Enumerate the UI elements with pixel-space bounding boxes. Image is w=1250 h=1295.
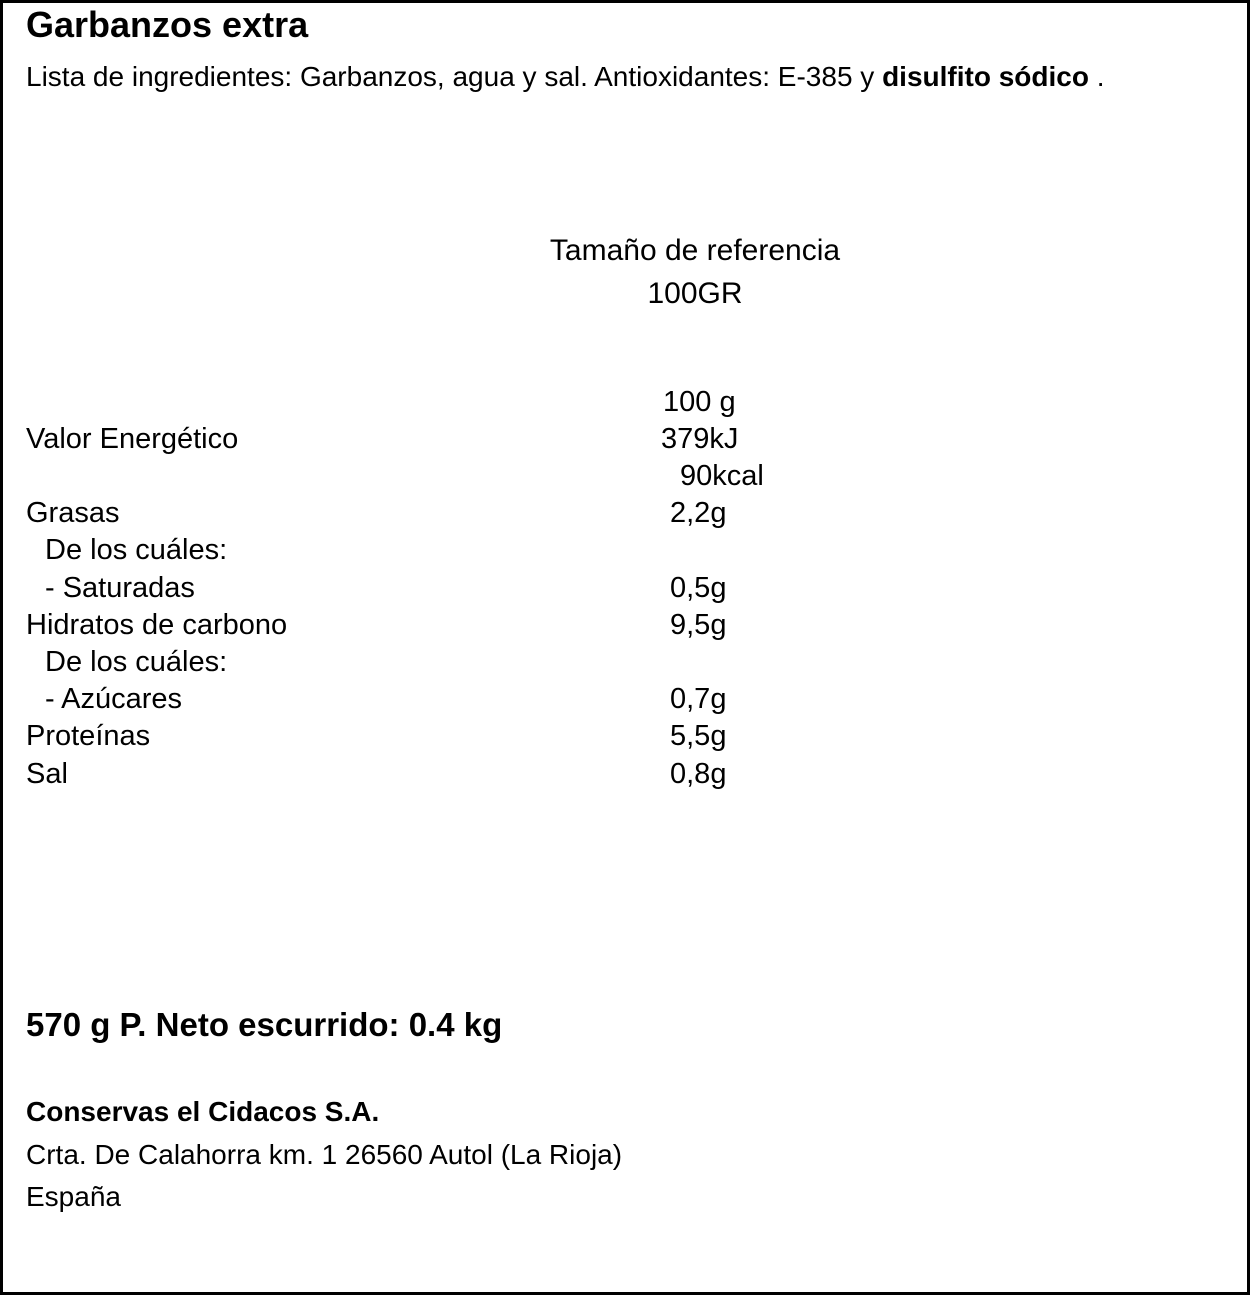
allergen-text: disulfito sódico bbox=[882, 61, 1089, 92]
sugars-value: 0,7g bbox=[670, 683, 727, 715]
protein-value: 5,5g bbox=[670, 720, 727, 752]
ingredients-text: Lista de ingredientes: Garbanzos, agua y sal. Antioxidantes: E-385 y bbox=[26, 61, 883, 92]
ingredients-list bbox=[26, 58, 1216, 95]
ingredients-end: . bbox=[1088, 61, 1105, 92]
carbs-label: Hidratos de carbono bbox=[26, 609, 288, 641]
nutrition-column-header: 100 g bbox=[663, 386, 736, 418]
manufacturer-address: Crta. De Calahorra km. 1 26560 Autol (La Rioja) bbox=[26, 1139, 623, 1170]
salt-value: 0,8g bbox=[670, 758, 727, 790]
carbs-value: 9,5g bbox=[670, 609, 727, 641]
carbs-of-which-label: De los cuáles: bbox=[45, 646, 228, 678]
energy-kcal-value: 90kcal bbox=[680, 460, 764, 492]
manufacturer-name: Conservas el Cidacos S.A. bbox=[26, 1096, 380, 1127]
net-weight: 570 g P. Neto escurrido: 0.4 kg bbox=[26, 1006, 503, 1043]
saturated-label: - Saturadas bbox=[45, 572, 195, 604]
reference-size-value: 100GR bbox=[647, 277, 743, 310]
sugars-label: - Azúcares bbox=[45, 683, 182, 715]
salt-label: Sal bbox=[26, 758, 68, 790]
protein-label: Proteínas bbox=[26, 720, 151, 752]
saturated-value: 0,5g bbox=[670, 572, 727, 604]
manufacturer-country: España bbox=[26, 1181, 121, 1212]
energy-kj-value: 379kJ bbox=[661, 423, 739, 455]
energy-label: Valor Energético bbox=[26, 423, 239, 455]
fat-value: 2,2g bbox=[670, 497, 727, 529]
fat-of-which-label: De los cuáles: bbox=[45, 534, 228, 566]
reference-size-label: Tamaño de referencia bbox=[549, 234, 841, 267]
fat-label: Grasas bbox=[26, 497, 120, 529]
product-title: Garbanzos extra bbox=[26, 4, 309, 45]
